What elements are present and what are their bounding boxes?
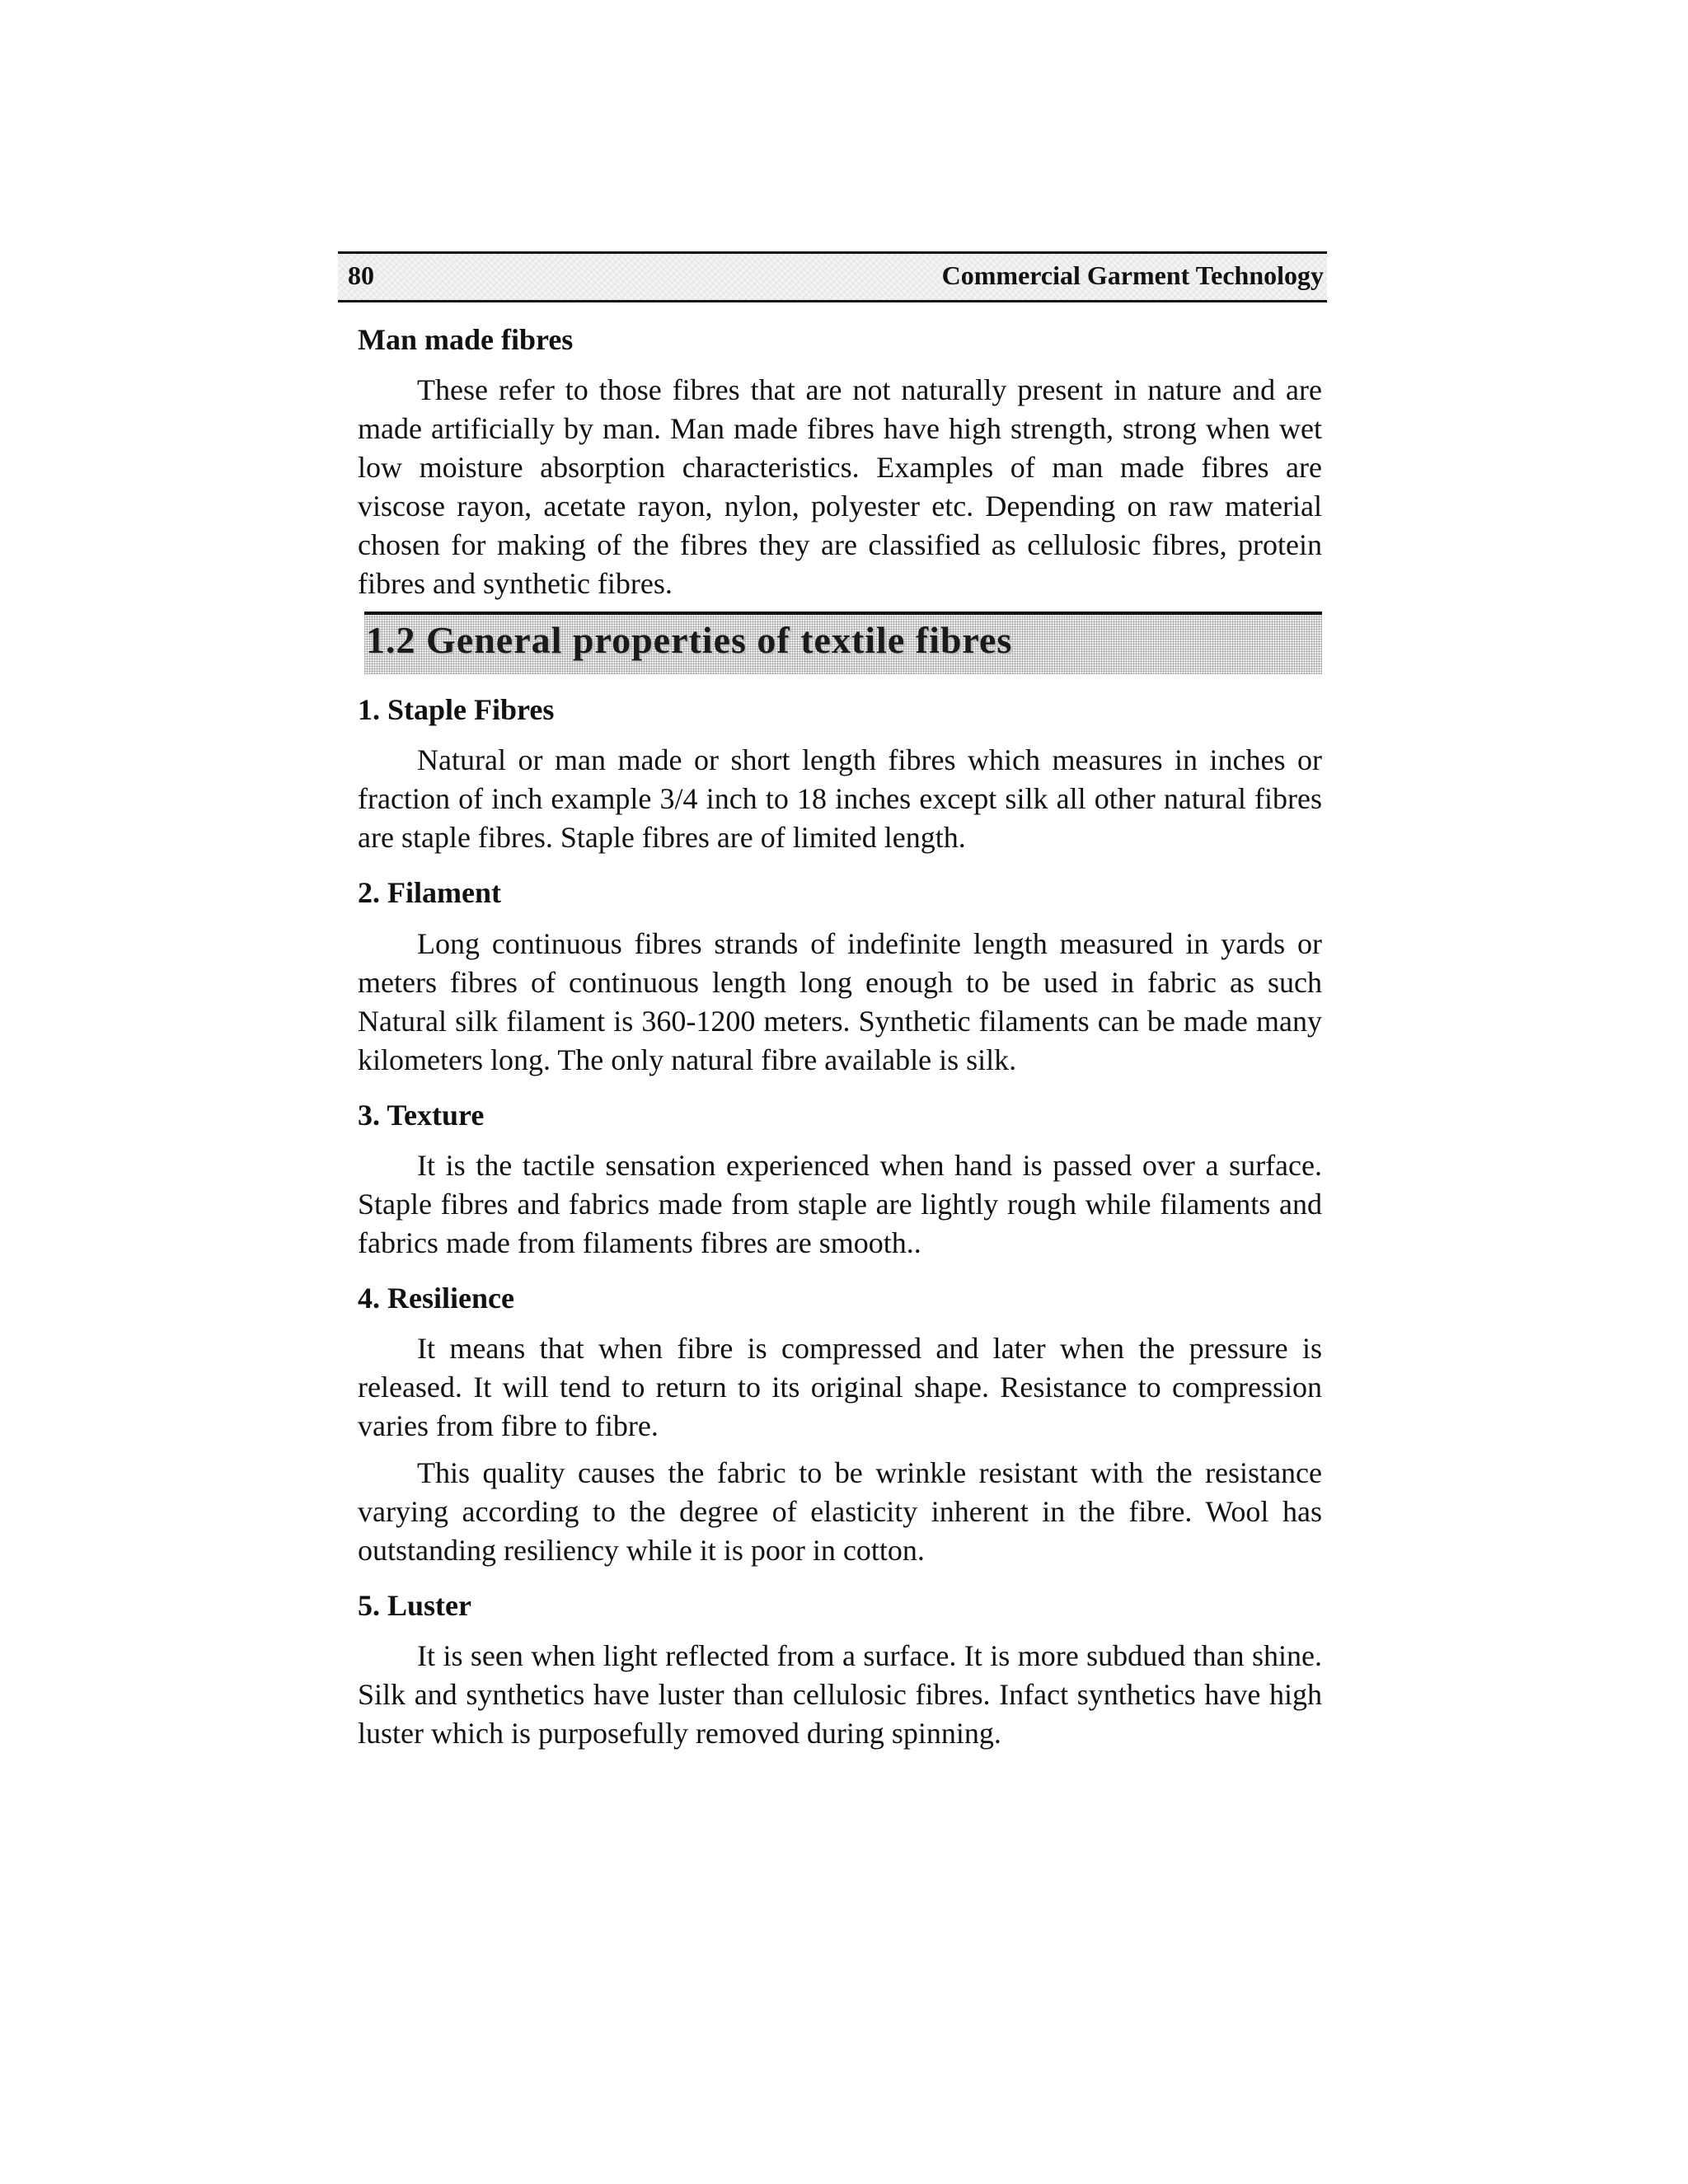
intro-heading: Man made fibres: [358, 323, 574, 356]
property-heading-resilience: 4. Resilience: [358, 1281, 514, 1315]
section-heading-band: [364, 612, 1322, 674]
property-paragraph: Long continuous fibres strands of indefinite length measured in yards or meters fibres of continuous length long enough to be used in fabric as such Natural silk filament is 360-1200 meters. Synthetic filaments can be made many kilometers long. The only natural fibre available is silk.: [358, 926, 1322, 1076]
page-number: 80: [348, 260, 374, 290]
section-title: 1.2 General properties of textile fibres: [366, 619, 1013, 662]
book-title: Commercial Garment Technology: [941, 260, 1324, 290]
property-heading-filament: 2. Filament: [358, 876, 501, 910]
running-header: [338, 251, 1327, 302]
property-paragraph: It is seen when light reflected from a surface. It is more subdued than shine. Silk and synthetics have luster than cellulosic fibres. Infact synthetics have high luster which is purposefully removed during spinning.: [358, 1639, 1322, 1750]
property-heading-luster: 5. Luster: [358, 1588, 471, 1622]
property-paragraph: It means that when fibre is compressed and later when the pressure is released. It will tend to return to its original shape. Resistance to compression varies from fibre to fibre.: [358, 1331, 1322, 1442]
book-page: [338, 251, 1327, 1761]
property-heading-staple-fibres: 1. Staple Fibres: [358, 693, 555, 727]
property-paragraph: Natural or man made or short length fibres which measures in inches or fraction of inch example 3/4 inch to 18 inches except silk all other natural fibres are staple fibres. Staple fibres are of limited length.: [358, 743, 1322, 855]
property-heading-texture: 3. Texture: [358, 1098, 485, 1132]
intro-paragraph: These refer to those fibres that are not naturally present in nature and are made artificially by man. Man made fibres have high strength, strong when wet low moisture absorption characteristics. Examples of man made fibres are viscose rayon, acetate rayon, nylon, polyester etc. Depending on raw material chosen for making of the fibres they are classified as cellulosic fibres, protein fibres and synthetic fibres.: [358, 373, 1322, 601]
property-paragraph: It is the tactile sensation experienced when hand is passed over a surface. Staple fibres and fabrics made from staple are lightly rough while filaments and fabrics made from filaments fibres are smooth..: [358, 1148, 1322, 1259]
property-paragraph: This quality causes the fabric to be wrinkle resistant with the resistance varying according to the degree of elasticity inherent in the fibre. Wool has outstanding resiliency while it is poor in cotton.: [358, 1455, 1322, 1567]
page-content: [338, 322, 1327, 1753]
